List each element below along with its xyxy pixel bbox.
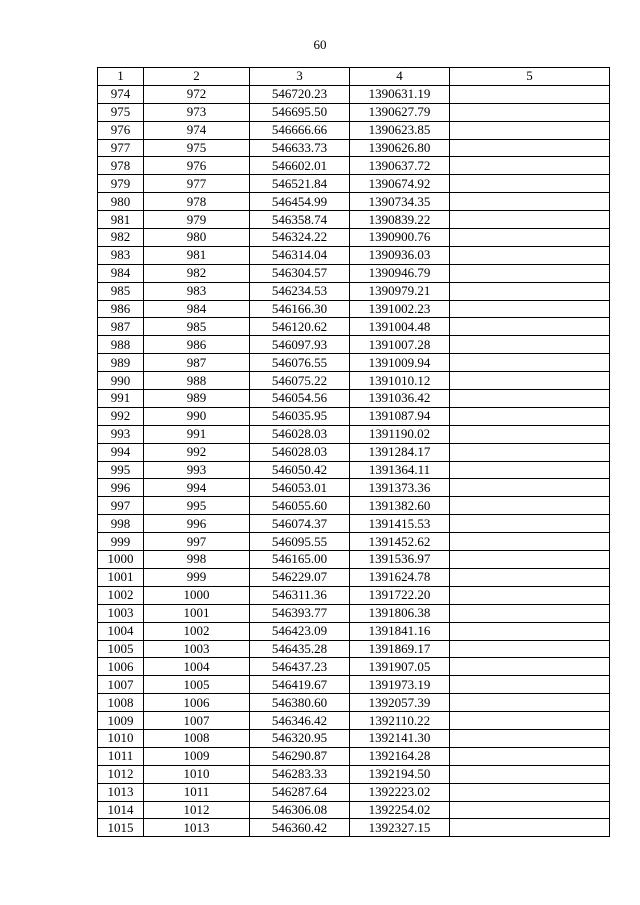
x-coordinate-cell: 546380.60 — [250, 694, 350, 712]
column-header-5: 5 — [450, 68, 610, 86]
point-number-cell: 992 — [98, 407, 144, 425]
source-point-cell: 988 — [144, 372, 250, 390]
table-row — [98, 282, 610, 300]
table-body — [98, 85, 610, 836]
point-number-cell: 996 — [98, 479, 144, 497]
y-coordinate-cell: 1390674.92 — [350, 175, 450, 193]
y-coordinate-cell: 1392110.22 — [350, 712, 450, 730]
table-row — [98, 747, 610, 765]
source-point-cell: 972 — [144, 85, 250, 103]
note-cell — [450, 211, 610, 229]
x-coordinate-cell: 546290.87 — [250, 747, 350, 765]
source-point-cell: 992 — [144, 443, 250, 461]
note-cell — [450, 318, 610, 336]
source-point-cell: 1006 — [144, 694, 250, 712]
point-number-cell: 978 — [98, 157, 144, 175]
table-row — [98, 121, 610, 139]
table-row — [98, 407, 610, 425]
header-row — [98, 68, 610, 86]
x-coordinate-cell: 546602.01 — [250, 157, 350, 175]
note-cell — [450, 336, 610, 354]
note-cell — [450, 461, 610, 479]
x-coordinate-cell: 546633.73 — [250, 139, 350, 157]
source-point-cell: 984 — [144, 300, 250, 318]
point-number-cell: 1005 — [98, 640, 144, 658]
x-coordinate-cell: 546314.04 — [250, 246, 350, 264]
y-coordinate-cell: 1390734.35 — [350, 193, 450, 211]
table-row — [98, 157, 610, 175]
table-row — [98, 604, 610, 622]
column-header-4: 4 — [350, 68, 450, 86]
y-coordinate-cell: 1391087.94 — [350, 407, 450, 425]
table-row — [98, 640, 610, 658]
source-point-cell: 993 — [144, 461, 250, 479]
source-point-cell: 980 — [144, 229, 250, 247]
note-cell — [450, 729, 610, 747]
x-coordinate-cell: 546435.28 — [250, 640, 350, 658]
y-coordinate-cell: 1390839.22 — [350, 211, 450, 229]
x-coordinate-cell: 546095.55 — [250, 533, 350, 551]
source-point-cell: 985 — [144, 318, 250, 336]
point-number-cell: 1000 — [98, 551, 144, 569]
point-number-cell: 983 — [98, 246, 144, 264]
table-row — [98, 497, 610, 515]
source-point-cell: 999 — [144, 568, 250, 586]
note-cell — [450, 712, 610, 730]
x-coordinate-cell: 546358.74 — [250, 211, 350, 229]
note-cell — [450, 246, 610, 264]
note-cell — [450, 640, 610, 658]
point-number-cell: 975 — [98, 103, 144, 121]
column-header-2: 2 — [144, 68, 250, 86]
x-coordinate-cell: 546306.08 — [250, 801, 350, 819]
y-coordinate-cell: 1392141.30 — [350, 729, 450, 747]
source-point-cell: 1001 — [144, 604, 250, 622]
table-row — [98, 461, 610, 479]
note-cell — [450, 765, 610, 783]
table-row — [98, 264, 610, 282]
point-number-cell: 982 — [98, 229, 144, 247]
note-cell — [450, 390, 610, 408]
y-coordinate-cell: 1391973.19 — [350, 676, 450, 694]
point-number-cell: 1011 — [98, 747, 144, 765]
x-coordinate-cell: 546165.00 — [250, 551, 350, 569]
table-row — [98, 568, 610, 586]
table-row — [98, 390, 610, 408]
y-coordinate-cell: 1391284.17 — [350, 443, 450, 461]
source-point-cell: 991 — [144, 425, 250, 443]
x-coordinate-cell: 546166.30 — [250, 300, 350, 318]
page-number: 60 — [313, 37, 327, 52]
y-coordinate-cell: 1392194.50 — [350, 765, 450, 783]
note-cell — [450, 551, 610, 569]
note-cell — [450, 139, 610, 157]
y-coordinate-cell: 1392327.15 — [350, 819, 450, 837]
note-cell — [450, 783, 610, 801]
note-cell — [450, 354, 610, 372]
source-point-cell: 1002 — [144, 622, 250, 640]
source-point-cell: 1004 — [144, 658, 250, 676]
x-coordinate-cell: 546054.56 — [250, 390, 350, 408]
table-row — [98, 658, 610, 676]
table-row — [98, 425, 610, 443]
table-row — [98, 765, 610, 783]
source-point-cell: 987 — [144, 354, 250, 372]
table-row — [98, 318, 610, 336]
point-number-cell: 1002 — [98, 586, 144, 604]
note-cell — [450, 479, 610, 497]
table-row — [98, 676, 610, 694]
x-coordinate-cell: 546346.42 — [250, 712, 350, 730]
table-row — [98, 300, 610, 318]
coordinates-table — [97, 67, 610, 837]
y-coordinate-cell: 1391869.17 — [350, 640, 450, 658]
note-cell — [450, 103, 610, 121]
table-row — [98, 229, 610, 247]
y-coordinate-cell: 1392164.28 — [350, 747, 450, 765]
x-coordinate-cell: 546311.36 — [250, 586, 350, 604]
y-coordinate-cell: 1390623.85 — [350, 121, 450, 139]
note-cell — [450, 157, 610, 175]
point-number-cell: 1001 — [98, 568, 144, 586]
point-number-cell: 1006 — [98, 658, 144, 676]
point-number-cell: 984 — [98, 264, 144, 282]
note-cell — [450, 658, 610, 676]
table-header — [98, 68, 610, 86]
point-number-cell: 985 — [98, 282, 144, 300]
x-coordinate-cell: 546283.33 — [250, 765, 350, 783]
table-row — [98, 819, 610, 837]
y-coordinate-cell: 1390979.21 — [350, 282, 450, 300]
x-coordinate-cell: 546320.95 — [250, 729, 350, 747]
table-row — [98, 354, 610, 372]
y-coordinate-cell: 1391536.97 — [350, 551, 450, 569]
table-row — [98, 533, 610, 551]
table-row — [98, 801, 610, 819]
note-cell — [450, 264, 610, 282]
note-cell — [450, 282, 610, 300]
note-cell — [450, 568, 610, 586]
table-row — [98, 586, 610, 604]
x-coordinate-cell: 546695.50 — [250, 103, 350, 121]
table-row — [98, 515, 610, 533]
y-coordinate-cell: 1392254.02 — [350, 801, 450, 819]
point-number-cell: 988 — [98, 336, 144, 354]
point-number-cell: 997 — [98, 497, 144, 515]
table-row — [98, 551, 610, 569]
point-number-cell: 999 — [98, 533, 144, 551]
point-number-cell: 1008 — [98, 694, 144, 712]
table-row — [98, 193, 610, 211]
y-coordinate-cell: 1391190.02 — [350, 425, 450, 443]
note-cell — [450, 622, 610, 640]
x-coordinate-cell: 546437.23 — [250, 658, 350, 676]
y-coordinate-cell: 1390946.79 — [350, 264, 450, 282]
y-coordinate-cell: 1391007.28 — [350, 336, 450, 354]
point-number-cell: 980 — [98, 193, 144, 211]
note-cell — [450, 533, 610, 551]
table-row — [98, 729, 610, 747]
x-coordinate-cell: 546074.37 — [250, 515, 350, 533]
source-point-cell: 990 — [144, 407, 250, 425]
source-point-cell: 973 — [144, 103, 250, 121]
note-cell — [450, 676, 610, 694]
note-cell — [450, 497, 610, 515]
x-coordinate-cell: 546360.42 — [250, 819, 350, 837]
note-cell — [450, 193, 610, 211]
point-number-cell: 1015 — [98, 819, 144, 837]
source-point-cell: 974 — [144, 121, 250, 139]
x-coordinate-cell: 546666.66 — [250, 121, 350, 139]
x-coordinate-cell: 546454.99 — [250, 193, 350, 211]
point-number-cell: 995 — [98, 461, 144, 479]
x-coordinate-cell: 546028.03 — [250, 425, 350, 443]
source-point-cell: 998 — [144, 551, 250, 569]
source-point-cell: 1009 — [144, 747, 250, 765]
table-row — [98, 139, 610, 157]
x-coordinate-cell: 546028.03 — [250, 443, 350, 461]
source-point-cell: 979 — [144, 211, 250, 229]
note-cell — [450, 747, 610, 765]
x-coordinate-cell: 546521.84 — [250, 175, 350, 193]
note-cell — [450, 801, 610, 819]
point-number-cell: 1014 — [98, 801, 144, 819]
point-number-cell: 977 — [98, 139, 144, 157]
x-coordinate-cell: 546229.07 — [250, 568, 350, 586]
note-cell — [450, 229, 610, 247]
source-point-cell: 978 — [144, 193, 250, 211]
point-number-cell: 976 — [98, 121, 144, 139]
y-coordinate-cell: 1390626.80 — [350, 139, 450, 157]
y-coordinate-cell: 1391002.23 — [350, 300, 450, 318]
source-point-cell: 977 — [144, 175, 250, 193]
source-point-cell: 975 — [144, 139, 250, 157]
point-number-cell: 998 — [98, 515, 144, 533]
x-coordinate-cell: 546055.60 — [250, 497, 350, 515]
note-cell — [450, 121, 610, 139]
x-coordinate-cell: 546423.09 — [250, 622, 350, 640]
y-coordinate-cell: 1392057.39 — [350, 694, 450, 712]
note-cell — [450, 85, 610, 103]
source-point-cell: 983 — [144, 282, 250, 300]
point-number-cell: 987 — [98, 318, 144, 336]
table-row — [98, 443, 610, 461]
table-row — [98, 175, 610, 193]
x-coordinate-cell: 546120.62 — [250, 318, 350, 336]
y-coordinate-cell: 1390627.79 — [350, 103, 450, 121]
y-coordinate-cell: 1391364.11 — [350, 461, 450, 479]
source-point-cell: 982 — [144, 264, 250, 282]
note-cell — [450, 300, 610, 318]
x-coordinate-cell: 546097.93 — [250, 336, 350, 354]
x-coordinate-cell: 546234.53 — [250, 282, 350, 300]
source-point-cell: 1013 — [144, 819, 250, 837]
note-cell — [450, 819, 610, 837]
y-coordinate-cell: 1391010.12 — [350, 372, 450, 390]
source-point-cell: 989 — [144, 390, 250, 408]
y-coordinate-cell: 1391009.94 — [350, 354, 450, 372]
source-point-cell: 996 — [144, 515, 250, 533]
point-number-cell: 979 — [98, 175, 144, 193]
point-number-cell: 1004 — [98, 622, 144, 640]
point-number-cell: 1012 — [98, 765, 144, 783]
source-point-cell: 997 — [144, 533, 250, 551]
table-row — [98, 712, 610, 730]
source-point-cell: 1008 — [144, 729, 250, 747]
x-coordinate-cell: 546076.55 — [250, 354, 350, 372]
y-coordinate-cell: 1391722.20 — [350, 586, 450, 604]
y-coordinate-cell: 1391036.42 — [350, 390, 450, 408]
x-coordinate-cell: 546393.77 — [250, 604, 350, 622]
note-cell — [450, 443, 610, 461]
point-number-cell: 1003 — [98, 604, 144, 622]
column-header-1: 1 — [98, 68, 144, 86]
y-coordinate-cell: 1391004.48 — [350, 318, 450, 336]
note-cell — [450, 586, 610, 604]
source-point-cell: 981 — [144, 246, 250, 264]
y-coordinate-cell: 1391415.53 — [350, 515, 450, 533]
point-number-cell: 981 — [98, 211, 144, 229]
source-point-cell: 1007 — [144, 712, 250, 730]
point-number-cell: 974 — [98, 85, 144, 103]
note-cell — [450, 407, 610, 425]
y-coordinate-cell: 1391624.78 — [350, 568, 450, 586]
y-coordinate-cell: 1390637.72 — [350, 157, 450, 175]
table-row — [98, 783, 610, 801]
y-coordinate-cell: 1390936.03 — [350, 246, 450, 264]
x-coordinate-cell: 546419.67 — [250, 676, 350, 694]
y-coordinate-cell: 1392223.02 — [350, 783, 450, 801]
column-header-3: 3 — [250, 68, 350, 86]
source-point-cell: 1005 — [144, 676, 250, 694]
point-number-cell: 990 — [98, 372, 144, 390]
x-coordinate-cell: 546050.42 — [250, 461, 350, 479]
y-coordinate-cell: 1391841.16 — [350, 622, 450, 640]
table-row — [98, 246, 610, 264]
note-cell — [450, 175, 610, 193]
source-point-cell: 1012 — [144, 801, 250, 819]
point-number-cell: 993 — [98, 425, 144, 443]
x-coordinate-cell: 546287.64 — [250, 783, 350, 801]
note-cell — [450, 604, 610, 622]
y-coordinate-cell: 1391452.62 — [350, 533, 450, 551]
note-cell — [450, 372, 610, 390]
y-coordinate-cell: 1390900.76 — [350, 229, 450, 247]
note-cell — [450, 425, 610, 443]
source-point-cell: 1010 — [144, 765, 250, 783]
source-point-cell: 1000 — [144, 586, 250, 604]
source-point-cell: 995 — [144, 497, 250, 515]
point-number-cell: 989 — [98, 354, 144, 372]
y-coordinate-cell: 1390631.19 — [350, 85, 450, 103]
note-cell — [450, 694, 610, 712]
table-row — [98, 694, 610, 712]
table-row — [98, 372, 610, 390]
x-coordinate-cell: 546324.22 — [250, 229, 350, 247]
x-coordinate-cell: 546035.95 — [250, 407, 350, 425]
table-row — [98, 622, 610, 640]
table-row — [98, 103, 610, 121]
point-number-cell: 1009 — [98, 712, 144, 730]
point-number-cell: 991 — [98, 390, 144, 408]
source-point-cell: 1011 — [144, 783, 250, 801]
point-number-cell: 986 — [98, 300, 144, 318]
y-coordinate-cell: 1391907.05 — [350, 658, 450, 676]
table-row — [98, 211, 610, 229]
source-point-cell: 1003 — [144, 640, 250, 658]
point-number-cell: 1013 — [98, 783, 144, 801]
x-coordinate-cell: 546304.57 — [250, 264, 350, 282]
source-point-cell: 976 — [144, 157, 250, 175]
x-coordinate-cell: 546053.01 — [250, 479, 350, 497]
source-point-cell: 986 — [144, 336, 250, 354]
y-coordinate-cell: 1391373.36 — [350, 479, 450, 497]
x-coordinate-cell: 546720.23 — [250, 85, 350, 103]
y-coordinate-cell: 1391806.38 — [350, 604, 450, 622]
y-coordinate-cell: 1391382.60 — [350, 497, 450, 515]
point-number-cell: 1010 — [98, 729, 144, 747]
table-row — [98, 336, 610, 354]
point-number-cell: 994 — [98, 443, 144, 461]
table-row — [98, 85, 610, 103]
point-number-cell: 1007 — [98, 676, 144, 694]
note-cell — [450, 515, 610, 533]
x-coordinate-cell: 546075.22 — [250, 372, 350, 390]
source-point-cell: 994 — [144, 479, 250, 497]
table-row — [98, 479, 610, 497]
